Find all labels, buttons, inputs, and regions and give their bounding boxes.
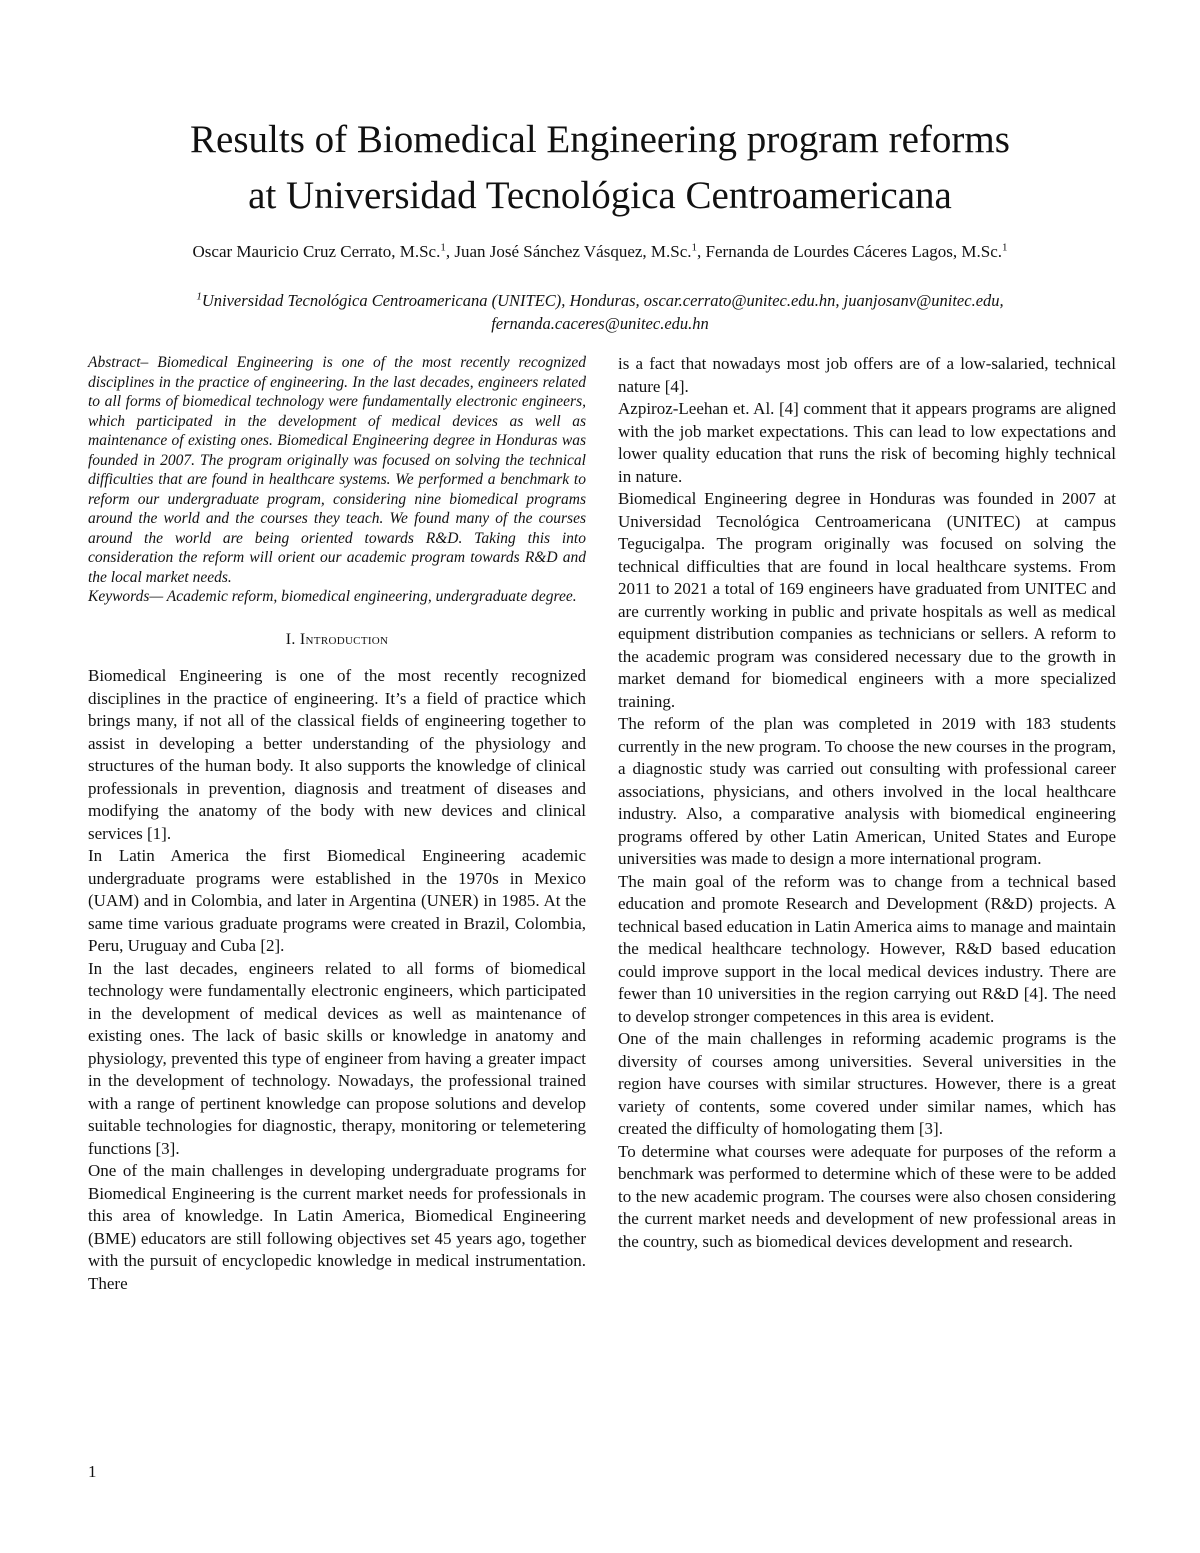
keywords-text: Keywords— Academic reform, biomedical engineering, undergraduate degree. [88, 588, 577, 605]
affiliation-text: Universidad Tecnológica Centroamericana (UNITEC), Honduras, oscar.cerrato@unitec.edu.hn, juanjosanv@unitec.edu, fernanda.caceres@unitec.edu.hn [201, 291, 1004, 333]
paragraph: One of the main challenges in developing undergraduate programs for Biomedical Engineering is the current market needs for professionals in this area of knowledge. In Latin America, Biomedical Engineering (BME) educators are still following objectives set 45 years ago, together with the pursuit of encyclopedic knowledge in medical instrumentation. There [88, 1161, 586, 1293]
title-line-1: Results of Biomedical Engineering program reforms [190, 118, 1010, 161]
author-name: Juan José Sánchez Vásquez, M.Sc. [454, 242, 692, 261]
left-column [88, 353, 586, 1295]
abstract-block [88, 353, 586, 607]
paper-title [80, 112, 1120, 224]
paragraph: In Latin America the first Biomedical Engineering academic undergraduate programs were established in the 1970s in Mexico (UAM) and in Colombia, and later in Argentina (UNER) in 1985. At the same time various graduate programs were created in Brazil, Colombia, Peru, Uruguay and Cuba [2]. [88, 846, 586, 955]
author-list [100, 240, 1100, 263]
author-3 [706, 242, 1008, 261]
author-separator: , [445, 242, 455, 261]
abstract-text: Abstract– Biomedical Engineering is one of the most recently recognized disciplines in the practice of engineering. In the last decades, engineers related to all forms of biomedical technology were fundamentally electronic engineers, which participated in the development of medical devices as well as maintenance of existing ones. Biomedical Engineering degree in Honduras was founded in 2007. The program originally was focused on solving the technical difficulties that are found in healthcare systems. We performed a benchmark to reform our undergraduate program, considering nine biomedical programs around the world and the courses they teach. We found many of the courses around the world are being oriented towards R&D. Taking this into consideration the reform will orient our academic program towards R&D and the local market needs. [88, 354, 586, 586]
author-sup: 1 [691, 241, 698, 254]
paragraph: In the last decades, engineers related to all forms of biomedical technology were fundamentally electronic engineers, which participated in the development of medical devices as well as maintenance of existing ones. The lack of basic skills or knowledge in anatomy and physiology, prevented this type of engineer from having a greater impact in the development of technology. Nowadays, the professional trained with a range of pertinent knowledge can propose solutions and develop suitable technologies for diagnostic, therapy, monitoring or telemetering functions [3]. [88, 958, 586, 1158]
page-number: 1 [88, 1462, 97, 1481]
title-line-2: at Universidad Tecnológica Centroamericana [248, 174, 952, 217]
affiliation-sup: 1 [196, 290, 202, 303]
author-separator: , [697, 242, 706, 261]
paragraph: The main goal of the reform was to change from a technical based education and promote Research and Development (R&D) projects. A technical based education in Latin America aims to manage and maintain the medical healthcare technology. However, R&D based education could improve support in the local medical devices industry. There are fewer than 10 universities in the region carrying out R&D [4]. The need to develop stronger competences in this area is evident. [618, 871, 1116, 1026]
paragraph: To determine what courses were adequate for purposes of the reform a benchmark was performed to determine which of these were to be added to the new academic program. The courses were also chosen considering the current market needs and development of new professional areas in the country, such as biomedical devices development and research. [618, 1141, 1116, 1251]
section-title: Introduction [299, 630, 389, 648]
section-number: I. [285, 630, 300, 648]
author-2 [454, 242, 705, 261]
affiliation [90, 289, 1110, 335]
paragraph: Biomedical Engineering is one of the most recently recognized disciplines in the practice of engineering. It’s a field of practice which brings many, if not all of the classical fields of engineering together to assist in developing a better understanding of the physiology and structures of the human body. It also supports the knowledge of clinical professionals in prevention, diagnosis and treatment of diseases and modifying the anatomy of the body with new devices and clinical services [1]. [88, 666, 586, 843]
paragraph: is a fact that nowadays most job offers are of a low-salaried, technical nature [4]. [618, 354, 1116, 396]
section-heading-introduction [88, 629, 586, 652]
paragraph: Biomedical Engineering degree in Honduras was founded in 2007 at Universidad Tecnológica Centroamericana (UNITEC) at campus Tegucigalpa. The program originally was focused on solving the technical difficulties that are found in local healthcare systems. From 2011 to 2021 a total of 169 engineers have graduated from UNITEC and are currently working in public and private hospitals as well as medical equipment distribution companies as technicians or sellers. A reform to the academic program was considered necessary due to the growth in market demand for biomedical engineers with a more specialized training. [618, 489, 1116, 711]
paragraph: Azpiroz-Leehan et. Al. [4] comment that it appears programs are aligned with the job market expectations. This can lead to low expectations and lower quality education that runs the risk of becoming highly technical in nature. [618, 399, 1116, 486]
paragraph: One of the main challenges in reforming academic programs is the diversity of courses among universities. Several universities in the region have courses with similar structures. However, there is a great variety of contents, some covered under similar names, which has created the difficulty of homologating them [3]. [618, 1029, 1116, 1138]
right-column [618, 353, 1116, 1253]
author-sup: 1 [440, 241, 446, 254]
author-sup: 1 [1002, 241, 1008, 254]
author-name: Fernanda de Lourdes Cáceres Lagos, M.Sc. [705, 242, 1002, 261]
author-1 [193, 242, 455, 261]
paragraph: The reform of the plan was completed in 2019 with 183 students currently in the new program. To choose the new courses in the program, a diagnostic study was carried out consulting with professional career associations, physicians, and others involved in the local healthcare industry. Also, a comparative analysis with biomedical engineering programs offered by other Latin American, United States and Europe universities was made to design a more international program. [618, 714, 1116, 868]
author-name: Oscar Mauricio Cruz Cerrato, M.Sc. [192, 242, 441, 261]
